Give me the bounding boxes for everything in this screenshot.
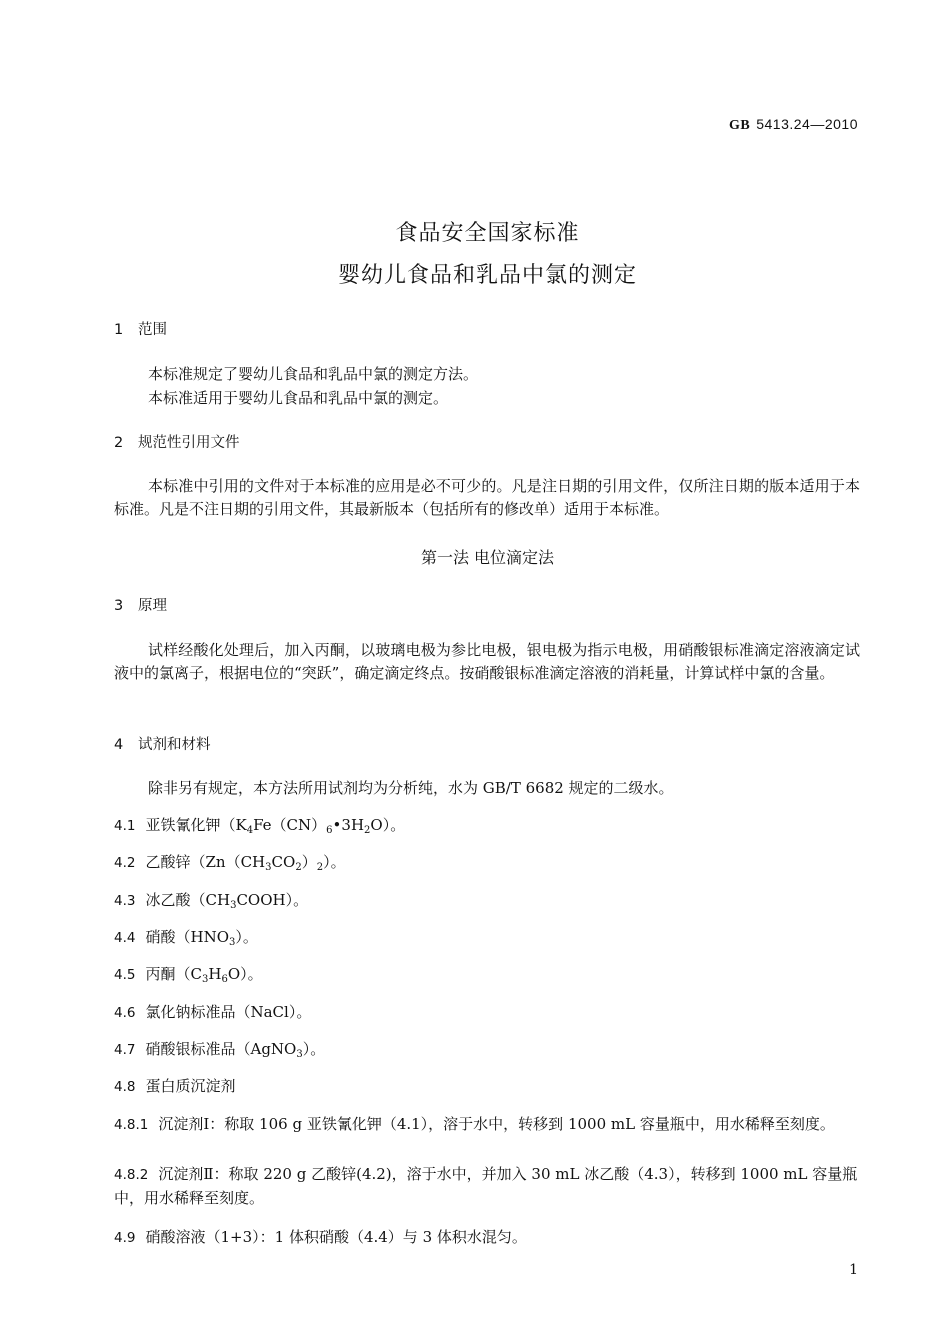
section-3-heading (114, 594, 167, 615)
formula-part: O）。 (370, 816, 406, 834)
formula-part: •3H (332, 816, 365, 834)
standard-number: 5413.24—2010 (756, 116, 858, 132)
section-1-para-1: 本标准规定了婴幼儿食品和乳品中氯的测定方法。 (148, 365, 479, 383)
item-4-3-number: 4.3 (114, 893, 136, 909)
item-4-7-name: 硝酸银标准品（ (145, 1040, 251, 1058)
section-1-title: 范围 (138, 322, 167, 338)
formula-part: ）。 (235, 928, 258, 946)
item-4-4-number: 4.4 (114, 930, 136, 946)
item-4-6-text: 氯化钠标准品（NaCl）。 (145, 1003, 312, 1021)
page-number: 1 (849, 1262, 858, 1278)
formula-part: CO (271, 853, 296, 871)
item-4-6-number: 4.6 (114, 1005, 136, 1021)
item-4-3 (114, 889, 860, 913)
method-title: 第一法 电位滴定法 (420, 548, 555, 567)
item-4-8-2-number: 4.8.2 (114, 1167, 149, 1183)
item-4-1-name: 亚铁氰化钾（ (145, 816, 236, 834)
section-2-number: 2 (114, 435, 124, 451)
item-4-1-number: 4.1 (114, 818, 136, 834)
section-3-title: 原理 (138, 598, 167, 614)
item-4-1 (114, 814, 860, 838)
section-1-para-2: 本标准适用于婴幼儿食品和乳品中氯的测定。 (148, 389, 449, 407)
section-4-title: 试剂和材料 (138, 737, 211, 753)
formula-part: ）。 (302, 1040, 326, 1058)
standard-code (729, 116, 858, 134)
item-4-2-number: 4.2 (114, 855, 136, 871)
formula-part: ）。 (323, 853, 346, 871)
section-1-number: 1 (114, 322, 124, 338)
section-4-number: 4 (114, 737, 124, 753)
formula-subscript: 3 (265, 862, 272, 873)
section-1-heading (114, 318, 167, 339)
item-4-8-1-number: 4.8.1 (114, 1117, 149, 1133)
item-4-8-1-text: 沉淀剂Ⅰ：称取 106 g 亚铁氰化钾（4.1），溶于水中，转移到 1000 mL 容量瓶中，用水稀释至刻度。 (158, 1115, 835, 1133)
title-line-2: 婴幼儿食品和乳品中氯的测定 (337, 263, 637, 288)
formula-subscript: 2 (295, 862, 302, 873)
item-4-8-2-text: 沉淀剂Ⅱ：称取 220 g 乙酸锌(4.2)，溶于水中，并加入 30 mL 冰乙酸（4.3），转移到 1000 mL 容量瓶中，用水稀释至刻度。 (114, 1165, 858, 1207)
formula-part: AgNO (250, 1040, 297, 1058)
section-3-para-1: 试样经酸化处理后，加入丙酮，以玻璃电极为参比电极，银电极为指示电极，用硝酸银标准滴定溶液滴定试液中的氯离子，根据电位的“突跃”，确定滴定终点。按硝酸银标准滴定溶液的消耗量，计算试样中氯的含量。 (114, 641, 860, 682)
item-4-8-2 (114, 1163, 860, 1210)
standard-prefix: GB (729, 118, 751, 133)
item-4-8-1 (114, 1113, 860, 1137)
title-line-1: 食品安全国家标准 (395, 221, 580, 246)
formula-subscript: 6 (221, 974, 228, 985)
formula-subscript: 2 (316, 862, 324, 873)
section-2-para-1: 本标准中引用的文件对于本标准的应用是必不可少的。凡是注日期的引用文件，仅所注日期的版本适用于本标准。凡是不注日期的引用文件，其最新版本（包括所有的修改单）适用于本标准。 (114, 477, 860, 518)
item-4-2 (114, 851, 860, 875)
formula-part: ） (301, 853, 317, 871)
formula-subscript: 3 (296, 1049, 303, 1060)
section-4-heading (114, 733, 211, 754)
item-4-8 (114, 1075, 860, 1099)
item-4-9 (114, 1226, 860, 1250)
formula-part: CH (205, 891, 231, 909)
formula-subscript: 3 (230, 900, 237, 911)
formula-part: Zn（CH (205, 853, 266, 871)
formula-subscript: 4 (246, 825, 254, 836)
item-4-9-text: 硝酸溶液（1+3）：1 体积硝酸（4.4）与 3 体积水混匀。 (145, 1228, 527, 1246)
section-2-heading (114, 431, 240, 452)
item-4-4-name: 硝酸（ (145, 928, 191, 946)
formula-part: H (208, 965, 222, 983)
item-4-7 (114, 1038, 860, 1062)
formula-subscript: 2 (364, 825, 371, 836)
formula-part: Fe（CN） (253, 816, 327, 834)
item-4-9-number: 4.9 (114, 1230, 136, 1246)
section-4-para-1: 除非另有规定，本方法所用试剂均为分析纯，水为 GB/T 6682 规定的二级水。 (148, 779, 674, 797)
item-4-2-name: 乙酸锌（ (145, 853, 206, 871)
item-4-8-text: 蛋白质沉淀剂 (145, 1077, 236, 1095)
formula-part: K (235, 816, 247, 834)
item-4-4 (114, 926, 860, 950)
item-4-7-number: 4.7 (114, 1042, 136, 1058)
formula-part: COOH）。 (236, 891, 309, 909)
formula-subscript: 3 (201, 974, 209, 985)
item-4-5-name: 丙酮（ (145, 965, 191, 983)
formula-subscript: 6 (326, 825, 333, 836)
section-2-title: 规范性引用文件 (138, 435, 240, 451)
item-4-8-number: 4.8 (114, 1079, 136, 1095)
formula-part: C (190, 965, 202, 983)
item-4-5 (114, 963, 860, 987)
section-3-number: 3 (114, 598, 124, 614)
item-4-6 (114, 1001, 860, 1025)
formula-part: HNO (190, 928, 230, 946)
item-4-3-name: 冰乙酸（ (145, 891, 206, 909)
formula-subscript: 3 (229, 937, 236, 948)
formula-part: O）。 (227, 965, 263, 983)
item-4-5-number: 4.5 (114, 967, 136, 983)
